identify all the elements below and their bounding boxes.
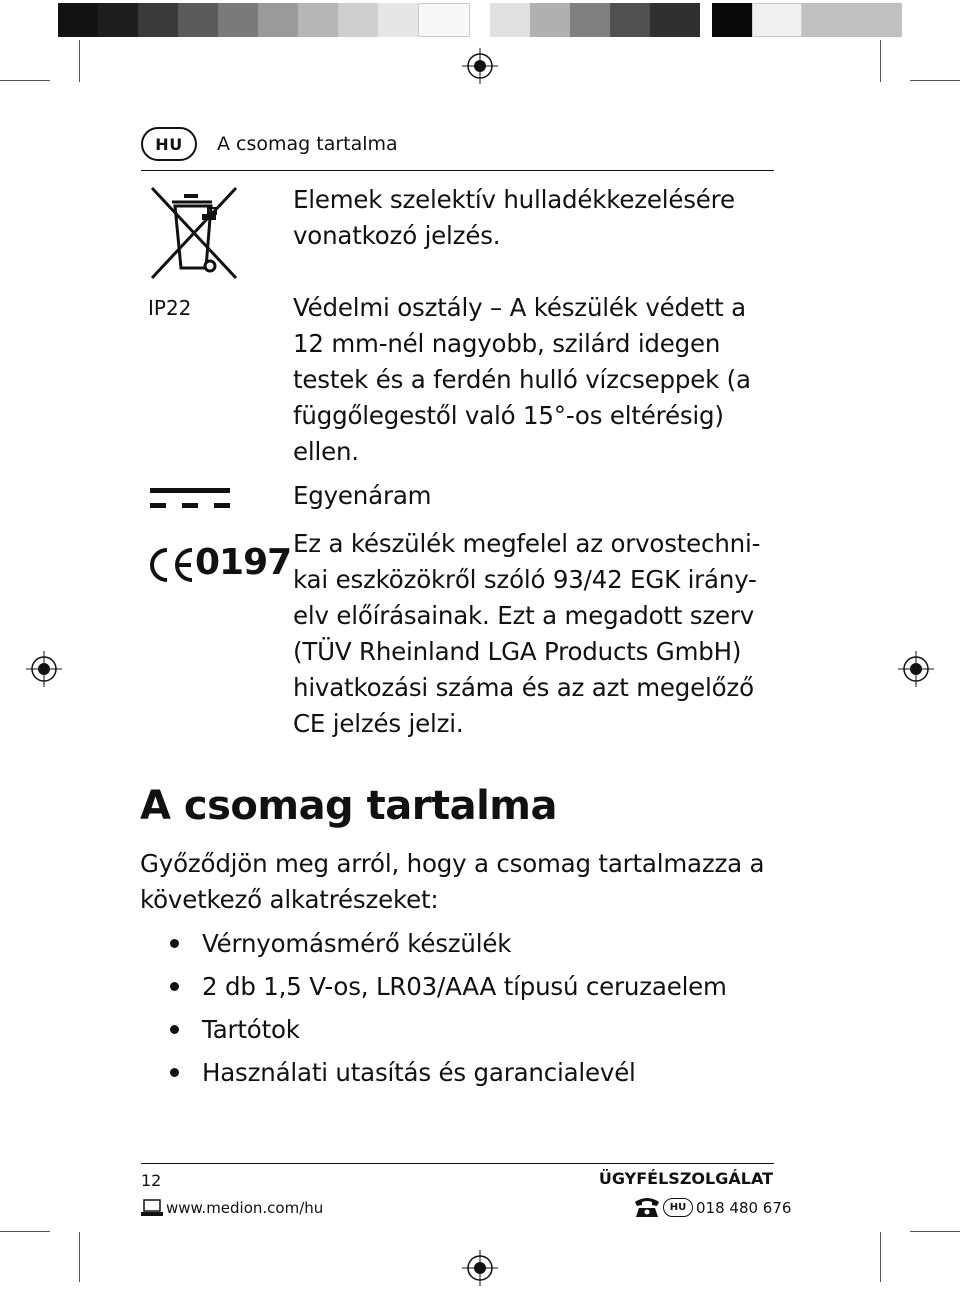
swatch — [418, 3, 470, 37]
page-number: 12 — [141, 1171, 162, 1190]
direct-current-icon — [150, 486, 230, 510]
crop-mark — [79, 1232, 80, 1282]
swatch — [530, 3, 570, 37]
swatch — [752, 3, 802, 37]
package-contents-list — [160, 926, 727, 1098]
list-item: 2 db 1,5 V-os, LR03/AAA típusú ceruzaelem — [160, 969, 727, 1012]
swatch — [650, 3, 700, 37]
symbol-description: Ez a készülék megfelel az orvostechni-kai eszközökről szóló 93/42 EGK irány-elv előírásainak. Ezt a megadott szerv (TÜV Rheinland LGA Products GmbH) hivatkozási száma és az azt megelőző CE jelzés jelzi. — [293, 529, 761, 738]
symbol-description: Elemek szelektív hulladékkezelésére vonatkozó jelzés. — [293, 185, 735, 250]
swatch — [570, 3, 610, 37]
crossed-out-wheelie-bin-icon — [148, 186, 240, 280]
phone-number: 018 480 676 — [696, 1199, 792, 1217]
header-divider — [141, 170, 774, 171]
list-item: Tartótok — [160, 1012, 727, 1055]
ce-notified-body-number: 0197 — [195, 542, 292, 583]
swatch — [138, 3, 178, 37]
swatch — [338, 3, 378, 37]
section-intro: Győződjön meg arról, hogy a csomag tartalmazza a következő alkatrészeket: — [140, 849, 765, 914]
symbol-description: Védelmi osztály – A készülék védett a 12 mm-nél nagyobb, szilárd idegen testek és a ferdén hulló vízcseppek (a függőlegestől való 15°-os eltérésig) ellen. — [293, 293, 751, 466]
ip-rating-label: IP22 — [148, 296, 192, 320]
swatch — [610, 3, 650, 37]
telephone-icon — [633, 1196, 661, 1218]
customer-service-label: ÜGYFÉLSZOLGÁLAT — [598, 1169, 773, 1188]
registration-mark-icon — [898, 651, 934, 687]
swatch — [802, 3, 902, 37]
list-item: Vérnyomásmérő készülék — [160, 926, 727, 969]
registration-mark-icon — [462, 48, 498, 84]
swatch — [298, 3, 338, 37]
crop-mark — [880, 40, 881, 82]
website-link[interactable]: www.medion.com/hu — [166, 1199, 324, 1217]
swatch — [490, 3, 530, 37]
swatch — [712, 3, 752, 37]
swatch — [258, 3, 298, 37]
crop-mark — [79, 40, 80, 82]
crop-mark — [910, 1231, 960, 1232]
swatch — [98, 3, 138, 37]
crop-mark — [910, 80, 960, 81]
page-header-title: A csomag tartalma — [217, 133, 398, 155]
swatch — [378, 3, 418, 37]
swatch — [218, 3, 258, 37]
computer-icon — [141, 1199, 163, 1217]
swatch — [178, 3, 218, 37]
symbol-description: Egyenáram — [293, 481, 432, 510]
crop-mark — [0, 80, 50, 81]
list-item: Használati utasítás és garancialevél — [160, 1055, 727, 1098]
ce-mark-icon — [147, 547, 197, 583]
registration-mark-icon — [26, 651, 62, 687]
registration-mark-icon — [462, 1250, 498, 1286]
section-heading: A csomag tartalma — [140, 783, 557, 829]
language-badge: HU — [141, 127, 197, 161]
language-badge-small: HU — [663, 1198, 693, 1217]
crop-mark — [0, 1231, 50, 1232]
swatch — [58, 3, 98, 37]
crop-mark — [880, 1232, 881, 1282]
footer-divider — [141, 1163, 774, 1164]
